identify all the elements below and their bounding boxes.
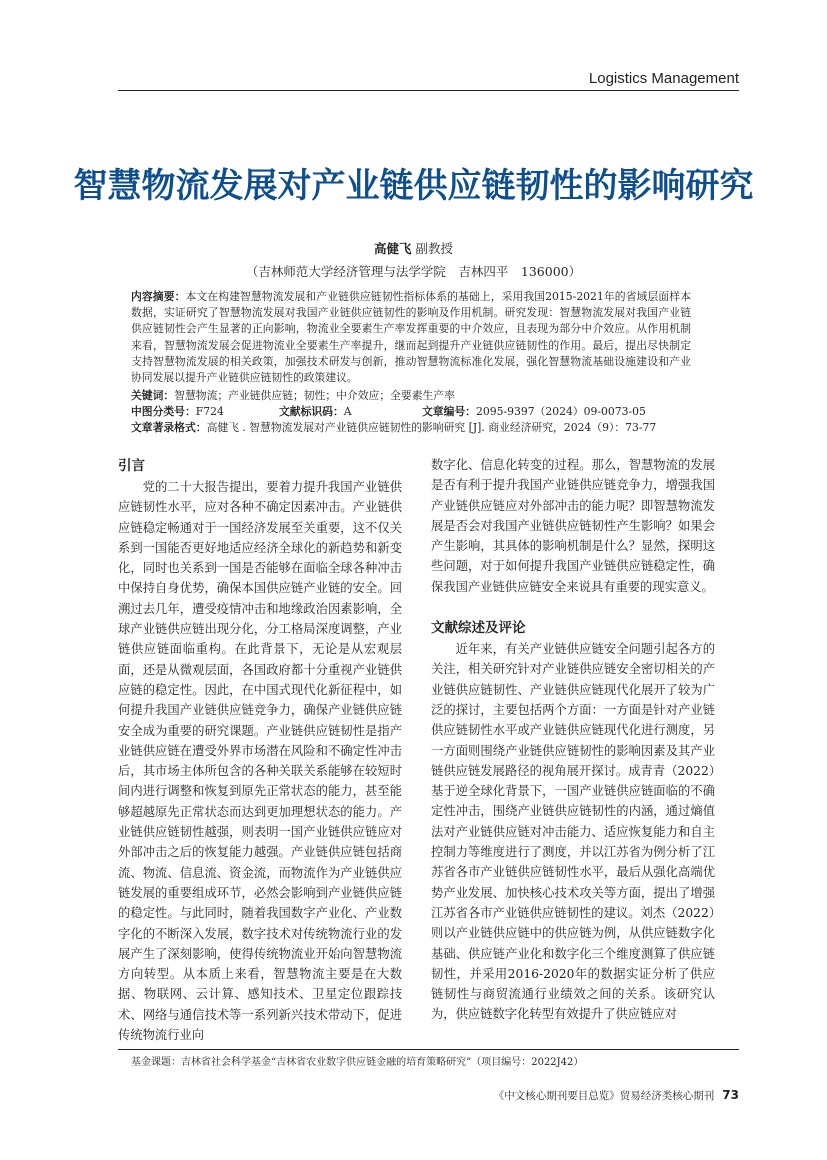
classification-line (131, 404, 691, 420)
article-number-value: 2095-9397（2024）09-0073-05 (475, 405, 646, 418)
author-line (0, 239, 827, 257)
header-rule (118, 90, 739, 91)
document-code-label: 文献标识码： (279, 405, 344, 418)
citation-label: 文章著录格式： (131, 421, 207, 434)
intro-heading: 引言 (118, 458, 145, 474)
document-code-value: A (343, 405, 352, 418)
clc-label: 中图分类号： (131, 405, 196, 418)
running-head: Logistics Management (588, 70, 739, 87)
abstract-label: 内容摘要： (131, 290, 186, 303)
intro-paragraph-continued: 数字化、信息化转变的过程。那么，智慧物流的发展是否有利于提升我国产业链供应链竞争力，增强我国产业链供应链应对外部冲击的能力呢？即智慧物流发展是否会对我国产业链供应链韧性产生影响？如果会产生影响，其具体的影响机制是什么？显然，探明这些问题，对于如何提升我国产业链供应链稳定性，确保我国产业链供应链安全来说具有重要的现实意义。 (431, 458, 715, 594)
citation-format (131, 420, 691, 436)
article-number-label: 文章编号： (422, 405, 476, 418)
affiliation: （吉林师范大学经济管理与法学学院 吉林四平 136000） (245, 264, 582, 279)
left-column (118, 455, 402, 1045)
funding-footnote: 基金课题：吉林省社会科学基金“吉林省农业数字供应链金融的培育策略研究”（项目编号：2022J42） (131, 1057, 584, 1068)
literature-heading: 文献综述及评论 (431, 620, 526, 637)
footnote-rule (118, 1049, 739, 1050)
right-column (431, 455, 715, 1025)
journal-index-note: 《中文核心期刊要目总览》贸易经济类核心期刊 (493, 1090, 715, 1102)
author-name: 高健飞 (373, 241, 412, 256)
clc-number (131, 404, 279, 420)
keywords-label: 关键词： (131, 389, 175, 402)
intro-paragraph: 党的二十大报告提出，要着力提升我国产业链供应链韧性水平，应对各种不确定因素冲击。产业链供应链稳定畅通对于一国经济发展至关重要，这不仅关系到一国能否更好地适应经济全球化的新趋势和新变化，同时也关系到一国是否能够在面临全球各种冲击中保持自身优势，确保本国供应链产业链的安全。回溯过去几年，遭受疫情冲击和地缘政治因素影响，全球产业链供应链出现分化，分工格局深度调整，产业链供应链面临重构。在此背景下，无论是从宏观层面，还是从微观层面，各国政府都十分重视产业链供应链的稳定性。因此，在中国式现代化新征程中，如何提升我国产业链供应链竞争力，确保产业链供应链安全成为重要的研究课题。产业链供应链韧性是指产业链供应链在遭受外界市场潜在风险和不确定性冲击后，其市场主体所包含的各种关联关系能够在较短时间内进行调整和恢复到原先正常状态的能力，甚至能够超越原先正常状态而达到更加理想状态的能力。产业链供应链韧性越强，则表明一国产业链供应链应对外部冲击之后的恢复能力越强。产业链供应链包括商流、物流、信息流、资金流，而物流作为产业链供应链发展的重要组成环节，必然会影响到产业链供应链的稳定性。与此同时，随着我国数字产业化、产业数字化的不断深入发展，数字技术对传统物流行业的发展产生了深刻影响，使得传统物流业开始向智慧物流方向转型。从本质上来看，智慧物流主要是在大数据、物联网、云计算、感知技术、卫星定位跟踪技术、网络与通信技术等一系列新兴技术带动下，促进传统物流行业向 (118, 480, 402, 1043)
keywords (131, 388, 691, 404)
keywords-text: 智慧物流；产业链供应链；韧性；中介效应；全要素生产率 (174, 389, 455, 402)
clc-value: F724 (195, 405, 224, 418)
page-number: 73 (722, 1088, 739, 1102)
literature-paragraph: 近年来，有关产业链供应链安全问题引起各方的关注，相关研究针对产业链供应链安全密切相关的产业链供应链韧性、产业链供应链现代化展开了较为广泛的探讨，主要包括两个方面：一方面是针对产业链供应链韧性水平或产业链供应链现代化进行测度，另一方面则围绕产业链供应链韧性的影响因素及其产业链供应链发展路径的视角展开探讨。成青青（2022）基于逆全球化背景下，一国产业链供应链面临的不确定性冲击，围绕产业链供应链韧性的内涵，通过熵值法对产业链供应链对冲击能力、适应恢复能力和自主控制力等维度进行了测度，并以江苏省为例分析了江苏省各市产业链供应链韧性水平，最后从强化高端优势产业发展、加快核心技术攻关等方面，提出了增强江苏省各市产业链供应链韧性的建议。刘杰（2022）则以产业链供应链中的供应链为例，从供应链数字化基础、供应链产业化和数字化三个维度测算了供应链韧性，并采用2016-2020年的数据实证分析了供应链韧性与商贸流通行业绩效之间的关系。该研究认为，供应链数字化转型有效提升了供应链应对 (431, 642, 715, 1022)
author-role: 副教授 (415, 241, 453, 256)
citation-text: 高健飞 . 智慧物流发展对产业链供应链韧性的影响研究 [J]. 商业经济研究，2024（9）：73-77 (206, 421, 657, 434)
article-number (422, 404, 646, 420)
document-code (279, 404, 422, 420)
abstract-text: 本文在构建智慧物流发展和产业链供应链韧性指标体系的基础上，采用我国2015-2021年的省域层面样本数据，实证研究了智慧物流发展对我国产业链供应链韧性的影响及作用机制。研究发现：智慧物流发展对我国产业链供应链韧性会产生显著的正向影响，物流业全要素生产率发挥重要的中介效应，且表现为部分中介效应。从作用机制来看，智慧物流发展会促进物流业全要素生产率提升，继而起到提升产业链供应链韧性的作用。最后，提出尽快制定支持智慧物流发展的相关政策，加强技术研发与创新，推动智慧物流标准化发展，强化智慧物流基础设施建设和产业协同发展以提升产业链供应链韧性的政策建议。 (131, 290, 691, 385)
article-title: 智慧物流发展对产业链供应链韧性的影响研究 (73, 166, 754, 206)
page-footer (494, 1088, 739, 1103)
abstract (131, 289, 691, 386)
